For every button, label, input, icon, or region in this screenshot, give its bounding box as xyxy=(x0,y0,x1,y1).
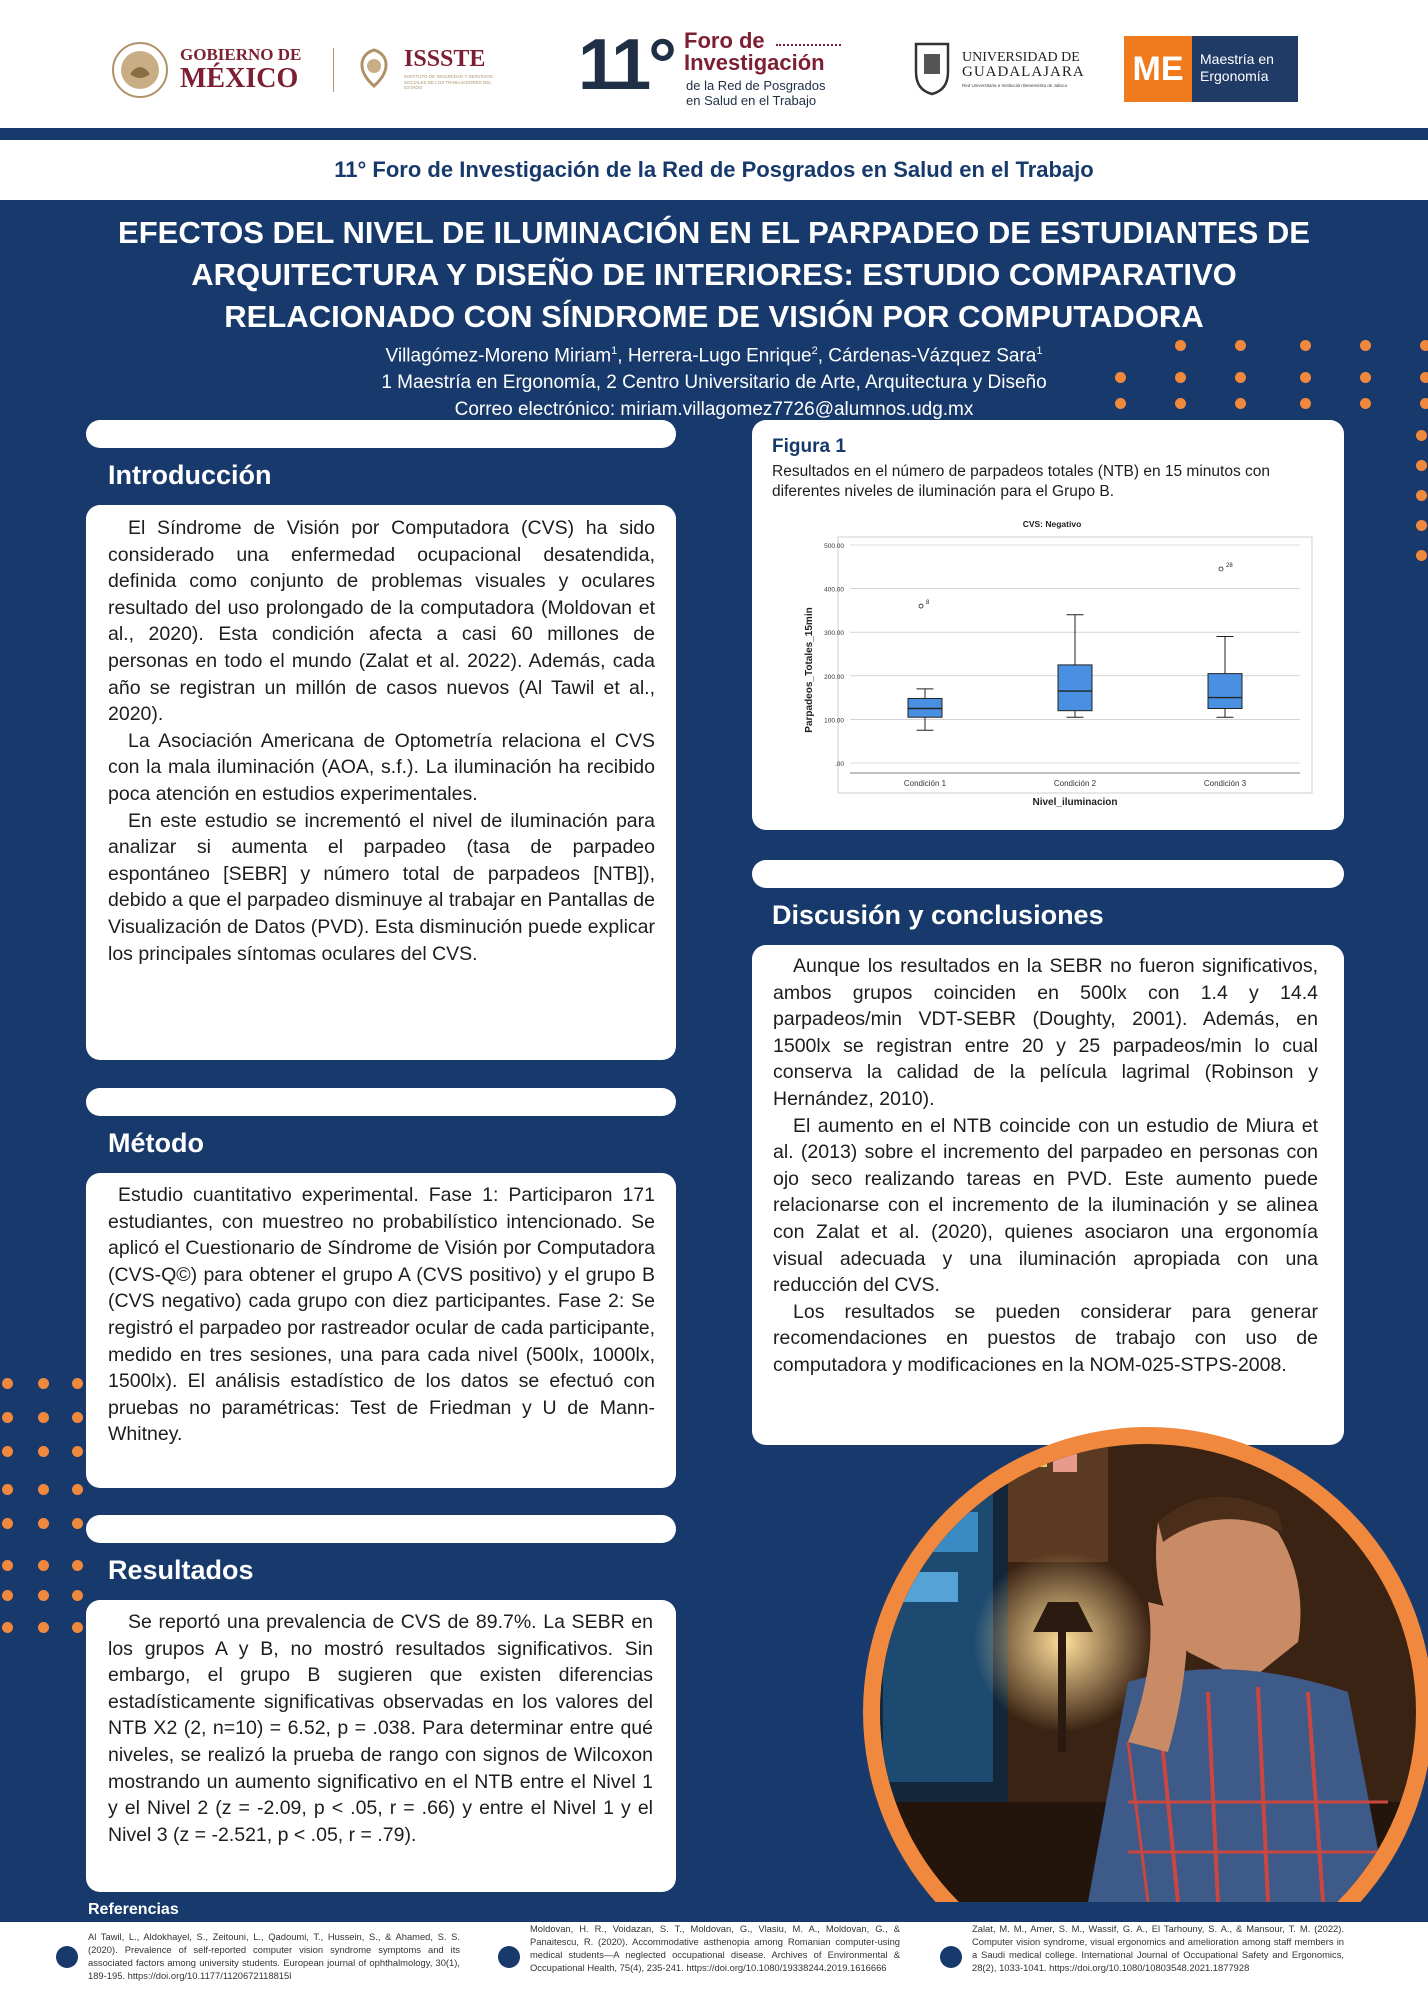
decorative-dot xyxy=(1300,340,1311,351)
foro-line4: en Salud en el Trabajo xyxy=(686,93,817,108)
y-tick-label: 200.00 xyxy=(824,673,844,681)
intro-heading: Introducción xyxy=(108,460,272,490)
author-2: , Herrera-Lugo Enrique xyxy=(617,345,812,367)
me-text-box xyxy=(1192,36,1298,102)
email-line: Correo electrónico: miriam.villagomez7726@alumnos.udg.mx xyxy=(454,399,974,421)
boxplot-chart xyxy=(790,515,1320,815)
outlier-point xyxy=(1219,567,1223,571)
reference-3: Zalat, M. M., Amer, S. M., Wassif, G. A., El Tarhouny, S. A., & Mansour, T. M. (2022). Computer vision syndrome, visual ergonomics and amelioration among staff members in a Saudi medical college. International Journal of Occupational Safety and Ergonomics, 28(2), 1033-1041. https://doi.org/10.1080/10803548.2021.1877928 xyxy=(972,1923,1344,1973)
foro-line2: Investigación xyxy=(684,50,825,75)
issste-logo xyxy=(350,44,510,94)
me-mark: ME xyxy=(1124,36,1192,102)
gobierno-line1: GOBIERNO DE xyxy=(180,45,302,64)
mexico-seal-icon xyxy=(110,40,170,100)
outlier-label: 28 xyxy=(1226,562,1233,569)
metodo-heading: Método xyxy=(108,1128,204,1158)
author-2-sup: 2 xyxy=(811,345,818,357)
gobierno-mexico-logo xyxy=(110,40,340,100)
decorative-dot xyxy=(72,1560,83,1571)
x-tick-label: Condición 1 xyxy=(903,779,947,788)
foro-line1: Foro de xyxy=(684,28,765,53)
figure-label: Figura 1 xyxy=(772,436,846,457)
intro-card-tab xyxy=(86,420,676,448)
authors-block xyxy=(200,338,1228,423)
box xyxy=(1058,665,1092,711)
affiliations: 1 Maestría en Ergonomía, 2 Centro Universitario de Arte, Arquitectura y Diseño xyxy=(381,372,1047,394)
decorative-dot xyxy=(1416,430,1427,441)
decorative-dot xyxy=(1416,490,1427,501)
header-bar xyxy=(0,0,1428,128)
decorative-dot xyxy=(72,1518,83,1529)
decorative-dot xyxy=(1175,340,1186,351)
decorative-dot xyxy=(2,1518,13,1529)
foro-logo xyxy=(578,25,858,114)
y-tick-label: .00 xyxy=(834,761,844,768)
decorative-dot xyxy=(72,1378,83,1389)
decorative-dot xyxy=(38,1378,49,1389)
chart-title: CVS: Negativo xyxy=(1022,519,1082,529)
referencias-heading: Referencias xyxy=(88,1901,179,1918)
udg-subtitle: Red Universitaria e Institución Benemérita de Jalisco xyxy=(962,83,1068,88)
chart-xlabel: Nivel_iluminacion xyxy=(1032,797,1118,808)
decorative-dot xyxy=(1235,398,1246,409)
decorative-dot xyxy=(72,1446,83,1457)
decorative-dot xyxy=(1115,398,1126,409)
author-3: , Cárdenas-Vázquez Sara xyxy=(817,345,1037,367)
outlier-point xyxy=(919,604,923,608)
decorative-dot xyxy=(2,1560,13,1571)
intro-body xyxy=(108,515,655,967)
decorative-dot xyxy=(38,1518,49,1529)
decorative-dot xyxy=(1360,398,1371,409)
decorative-dot xyxy=(38,1590,49,1601)
author-1: Villagómez-Moreno Miriam xyxy=(385,345,612,367)
box xyxy=(1208,674,1242,709)
udg-line1: UNIVERSIDAD DE xyxy=(962,50,1080,65)
decorative-dot xyxy=(38,1622,49,1633)
gobierno-line2: MÉXICO xyxy=(180,63,299,94)
decorative-dot xyxy=(1416,550,1427,561)
decorative-dot xyxy=(1175,372,1186,383)
decorative-dot xyxy=(1420,398,1428,409)
y-tick-label: 100.00 xyxy=(824,717,844,725)
foro-line3: de la Red de Posgrados xyxy=(686,78,826,93)
y-tick-label: 300.00 xyxy=(824,630,844,638)
references-strip xyxy=(0,1922,1428,2000)
metodo-paragraph-1: Estudio cuantitativo experimental. Fase 1: Participaron 171 estudiantes, con muestreo no probabilístico intencionado. Se aplicó el Cuestionario de Síndrome de Visión por Computadora (CVS-Q©) para obtener el grupo A (CVS positivo) y el grupo B (CVS negativo) cada grupo con diez participantes. Fase 2: Se registró el parpadeo por rastreador ocular de cada participante, medido en tres sesiones, una para cada nivel (500lx, 1000lx, 1500lx). El análisis estadístico de los datos se efectuó con pruebas no paramétricas: Test de Friedman y U de Mann-Whitney. xyxy=(108,1184,655,1446)
maestria-ergonomia-logo xyxy=(1124,36,1298,102)
me-text: Maestría en Ergonomía xyxy=(1200,51,1274,84)
resultados-body xyxy=(108,1609,653,1848)
decorative-dot xyxy=(1300,398,1311,409)
decorative-dot xyxy=(1416,520,1427,531)
decorative-dot xyxy=(38,1560,49,1571)
decorative-dot xyxy=(1175,398,1186,409)
discusion-paragraph-1: Aunque los resultados en la SEBR no fueron significativos, ambos grupos coinciden en 500lx con 1.4 y 14.4 parpadeos/min VDT-SEBR (Doughty, 2001). Además, en 1500lx se registran entre 20 y 25 parpadeos/min lo cual conserva la calidad de la película lagrimal (Robinson y Hernández, 2010). xyxy=(773,955,1318,1110)
figure-caption: Resultados en el número de parpadeos totales (NTB) en 15 minutos con diferentes niveles de iluminación para el Grupo B. xyxy=(772,463,1271,500)
decorative-dot xyxy=(1360,340,1371,351)
decorative-dot xyxy=(72,1484,83,1495)
metodo-card-tab xyxy=(86,1088,676,1116)
decorative-dot xyxy=(72,1590,83,1601)
decorative-dot xyxy=(1300,372,1311,383)
decorative-dot xyxy=(38,1446,49,1457)
y-tick-label: 500.00 xyxy=(824,543,844,550)
y-tick-label: 400.00 xyxy=(824,586,844,594)
discusion-paragraph-2: El aumento en el NTB coincide con un estudio de Miura et al. (2013) sobre el incremento del parpadeo en personas con ojo seco realizando tareas en PVD. Este aumento puede relacionarse con el incremento de la iluminación y se alinea con Zalat et al. (2020), quienes asociaron una ergonomía visual adecuada y una iluminación apropiada con una reducción del CVS. xyxy=(773,1114,1318,1297)
decorative-dot xyxy=(2,1378,13,1389)
issste-name: ISSSTE xyxy=(404,46,486,72)
udg-line2: GUADALAJARA xyxy=(962,64,1085,80)
reference-1: Al Tawil, L., Aldokhayel, S., Zeitouni, L., Qadoumi, T., Hussein, S., & Ahamed, S. S. (2020). Prevalence of self-reported computer vision syndrome symptoms and its associated factors among university students. European journal of ophthalmology, 30(1), 189-195. https://doi.org/10.1177/1120672118815l xyxy=(88,1931,460,1981)
decorative-dot xyxy=(1420,340,1428,351)
decorative-dot xyxy=(1416,460,1427,471)
x-tick-label: Condición 3 xyxy=(1203,779,1247,788)
outlier-label: 8 xyxy=(926,600,930,607)
reference-bullet-2 xyxy=(498,1946,520,1968)
decorative-dot xyxy=(2,1622,13,1633)
author-3-sup: 1 xyxy=(1036,345,1043,357)
poster-title: EFECTOS DEL NIVEL DE ILUMINACIÓN EN EL PARPADEO DE ESTUDIANTES DE ARQUITECTURA Y DISEÑO DE INTERIORES: ESTUDIO COMPARATIVO RELACIONADO CON SÍNDROME DE VISIÓN POR COMPUTADORA xyxy=(118,215,1310,334)
issste-emblem-icon xyxy=(350,44,398,92)
decorative-dot xyxy=(2,1484,13,1495)
intro-paragraph-3: En este estudio se incrementó el nivel de iluminación para analizar si aumenta el parpadeo (tasa de parpadeo espontáneo [SEBR] y número total de parpadeos [NTB]), debido a que el parpadeo disminuye al trabajar en Pantallas de Visualización de Datos (PVD). Esta disminución puede explicar los principales síntomas oculares del CVS. xyxy=(108,809,655,965)
udg-logo xyxy=(912,40,1102,100)
foro-dots xyxy=(776,44,841,46)
metodo-body xyxy=(108,1182,655,1448)
author-1-sup: 1 xyxy=(611,345,618,357)
reference-bullet-1 xyxy=(56,1946,78,1968)
decorative-dot xyxy=(1235,340,1246,351)
reference-2: Moldovan, H. R., Voidazan, S. T., Moldovan, G., Vlasiu, M. A., Moldovan, G., & Panaitescu, R. (2020). Accommodative asthenopia among Romanian computer-using medical students—A neglected occupational disease. Archives of Environmental & Occupational Health, 75(4), 235-241. https://doi.org/10.1080/19338244.2019.1616666 xyxy=(530,1923,900,1973)
decorative-dot xyxy=(1420,372,1428,383)
decorative-dot xyxy=(38,1412,49,1423)
decorative-dot xyxy=(2,1446,13,1457)
decorative-dot xyxy=(1115,372,1126,383)
discusion-heading: Discusión y conclusiones xyxy=(772,900,1104,930)
resultados-card-tab xyxy=(86,1515,676,1543)
decorative-dot xyxy=(38,1484,49,1495)
decorative-dot xyxy=(1235,372,1246,383)
person-at-computer-photo xyxy=(828,1382,1428,1902)
header-divider xyxy=(333,48,334,92)
forum-band xyxy=(0,140,1428,200)
author-line xyxy=(200,338,1228,369)
decorative-dot xyxy=(72,1412,83,1423)
resultados-heading: Resultados xyxy=(108,1555,254,1585)
discusion-paragraph-3: Los resultados se pueden considerar para generar recomendaciones en puestos de trabajo con uso de computadora y modificaciones en la NOM-025-STPS-2008. xyxy=(773,1300,1318,1376)
foro-number: 11° xyxy=(578,25,674,105)
decorative-dot xyxy=(2,1412,13,1423)
decorative-dot xyxy=(72,1622,83,1633)
discusion-card-tab xyxy=(752,860,1344,888)
forum-band-title: 11° Foro de Investigación de la Red de Posgrados en Salud en el Trabajo xyxy=(334,157,1094,182)
decorative-dot xyxy=(2,1590,13,1601)
resultados-paragraph-1: Se reportó una prevalencia de CVS de 89.7%. La SEBR en los grupos A y B, no mostró resultados significativos. Sin embargo, el grupo B sugieren que existen diferencias estadísticamente significativas observadas en los valores del NTB X2 (2, n=10) = 6.52, p = .038. Para determinar entre qué niveles, se realizó la prueba de rango con signos de Wilcoxon mostrando un aumento significativo en el NTB entre el Nivel 1 y el Nivel 2 (z = -2.09, p < .05, r = .66) y entre el Nivel 1 y el Nivel 3 (z = -2.521, p < .05, r = .79). xyxy=(108,1611,653,1846)
decorative-dot xyxy=(1360,372,1371,383)
chart-ylabel: Parpadeos_Totales_15min xyxy=(804,607,815,733)
discusion-body xyxy=(773,953,1318,1379)
reference-bullet-3 xyxy=(940,1946,962,1968)
intro-paragraph-1: El Síndrome de Visión por Computadora (CVS) ha sido considerado una enfermedad ocupacional desatendida, definida como conjunto de problemas visuales y oculares resultado del uso prolongado de la computadora (Moldovan et al., 2020). Esta condición afecta a casi 60 millones de personas en todo el mundo (Zalat et al. 2022). Además, cada año se registran un millón de casos nuevos (Al Tawil et al., 2020). xyxy=(108,517,655,726)
x-tick-label: Condición 2 xyxy=(1053,779,1097,788)
issste-subtitle: INSTITUTO DE SEGURIDAD Y SERVICIOS SOCIALES DE LOS TRABAJADORES DEL ESTADO xyxy=(404,74,493,90)
udg-shield-icon xyxy=(912,40,952,96)
intro-paragraph-2: La Asociación Americana de Optometría relaciona el CVS con la mala iluminación (AOA, s.f.). La iluminación ha recibido poca atención en estudios experimentales. xyxy=(108,729,655,805)
